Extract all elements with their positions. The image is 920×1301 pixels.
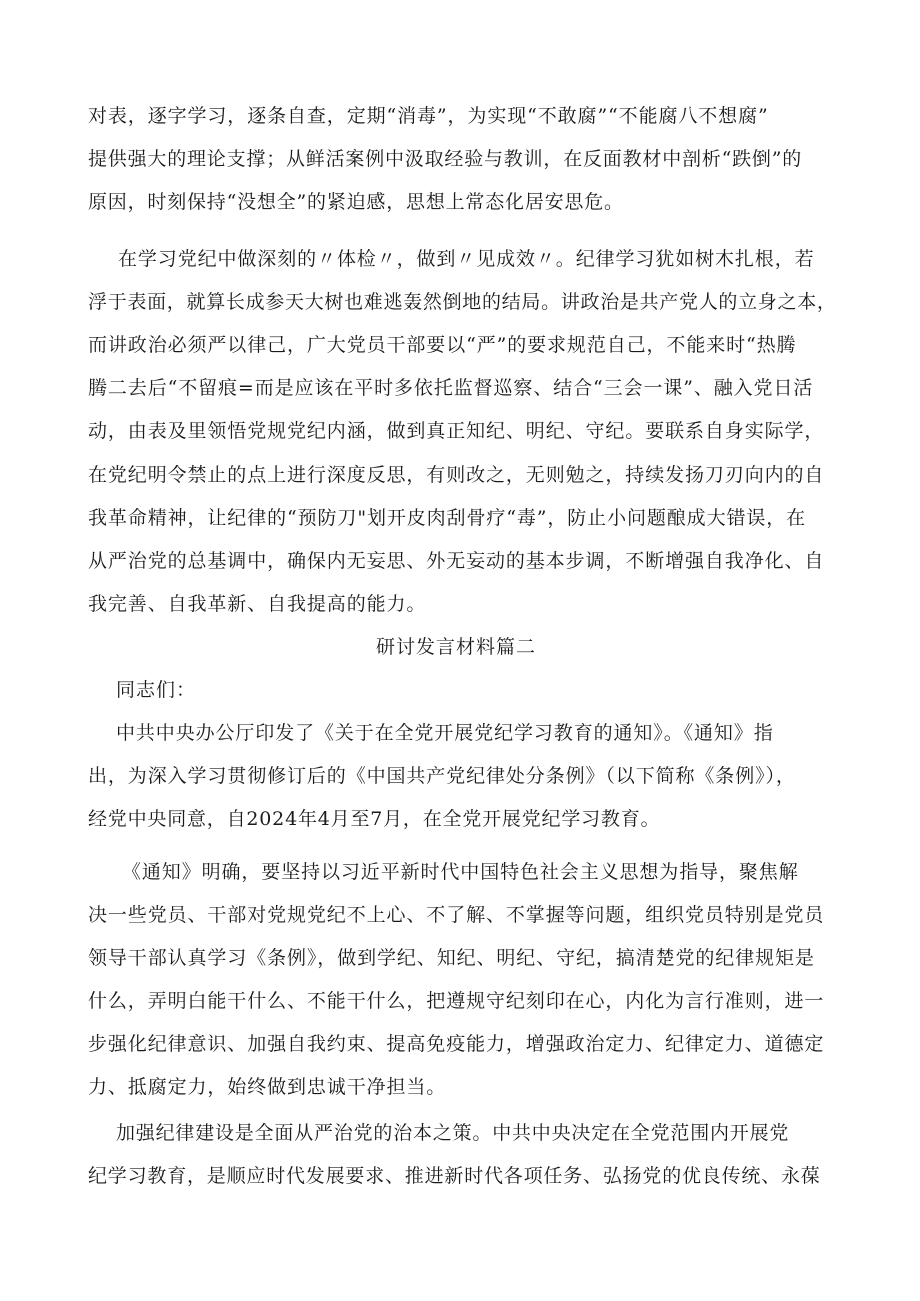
text-line: 我完善、自我革新、自我提高的能力。 bbox=[88, 593, 427, 615]
text-line: 我革命精神，让纪律的“预防刀"划开皮肉刮骨疗“毒”，防止小问题酿成大错误，在 bbox=[88, 507, 807, 529]
salutation: 同志们： bbox=[116, 679, 197, 701]
text-line: 决一些党员、干部对党规党纪不上心、不了解、不掌握等问题，组织党员特别是党员 bbox=[88, 904, 825, 926]
text-line: 而讲政治必须严以律己，广大党员干部要以“严”的要求规范自己，不能来时“热腾 bbox=[88, 334, 797, 356]
section-heading: 研讨发言材料篇二 bbox=[376, 636, 537, 658]
text-line: 中共中央办公厅印发了《关于在全党开展党纪学习教育的通知》。《通知》指 bbox=[116, 722, 774, 744]
text-line: 从严治党的总基调中，确保内无妄思、外无妄动的基本步调，不断增强自我净化、自 bbox=[88, 550, 825, 572]
text-line: 浮于表面，就算长成参天大树也难逃轰然倒地的结局。讲政治是共产党人的立身之本， bbox=[88, 291, 837, 313]
text-line: 原因，时刻保持“没想全”的紧迫感，思想上常态化居安思危。 bbox=[88, 191, 624, 213]
text-line: 纪学习教育，是顺应时代发展要求、推进新时代各项任务、弘扬党的优良传统、永葆 bbox=[88, 1165, 821, 1187]
text-line: 经党中央同意，自2024年4月至7月，在全党开展党纪学习教育。 bbox=[88, 808, 661, 830]
text-line: 步强化纪律意识、加强自我约束、提高免疫能力，增强政治定力、纪律定力、道德定 bbox=[88, 1033, 825, 1055]
text-line: 力、抵腐定力，始终做到忠诚干净担当。 bbox=[88, 1076, 447, 1098]
text-line: 加强纪律建设是全面从严治党的治本之策。中共中央决定在全党范围内开展党 bbox=[116, 1122, 790, 1144]
text-line: 什么，弄明白能干什么、不能干什么，把遵规守纪刻印在心，内化为言行准则，进一 bbox=[88, 990, 825, 1012]
text-line: 腾二去后“不留痕=而是应该在平时多依托监督巡察、结合“三会一课”、融入党日活 bbox=[88, 377, 814, 399]
text-line: 对表，逐字学习，逐条自查，定期“消毒”，为实现“不敢腐”“不能腐八不想腐” bbox=[88, 105, 769, 127]
text-line: 领导干部认真学习《条例》，做到学纪、知纪、明纪、守纪，搞清楚党的纪律规矩是 bbox=[88, 947, 815, 969]
text-line: 《通知》明确，要坚持以习近平新时代中国特色社会主义思想为指导，聚焦解 bbox=[122, 861, 799, 883]
text-line: 在党纪明令禁止的点上进行深度反思，有则改之，无则勉之，持续发扬刀刃向内的自 bbox=[88, 464, 825, 486]
text-line: 动，由表及里领悟党规党纪内涵，做到真正知纪、明纪、守纪。要联系自身实际学， bbox=[88, 420, 825, 442]
text-line: 提供强大的理论支撑；从鲜活案例中汲取经验与教训，在反面教材中剖析“跌倒”的 bbox=[88, 148, 803, 170]
text-line: 在学习党纪中做深刻的〃体检〃，做到〃见成效〃。纪律学习犹如树木扎根，若 bbox=[118, 248, 815, 270]
text-line: 出，为深入学习贯彻修订后的《中国共产党纪律处分条例》（以下简称《条例》）， bbox=[88, 765, 796, 787]
